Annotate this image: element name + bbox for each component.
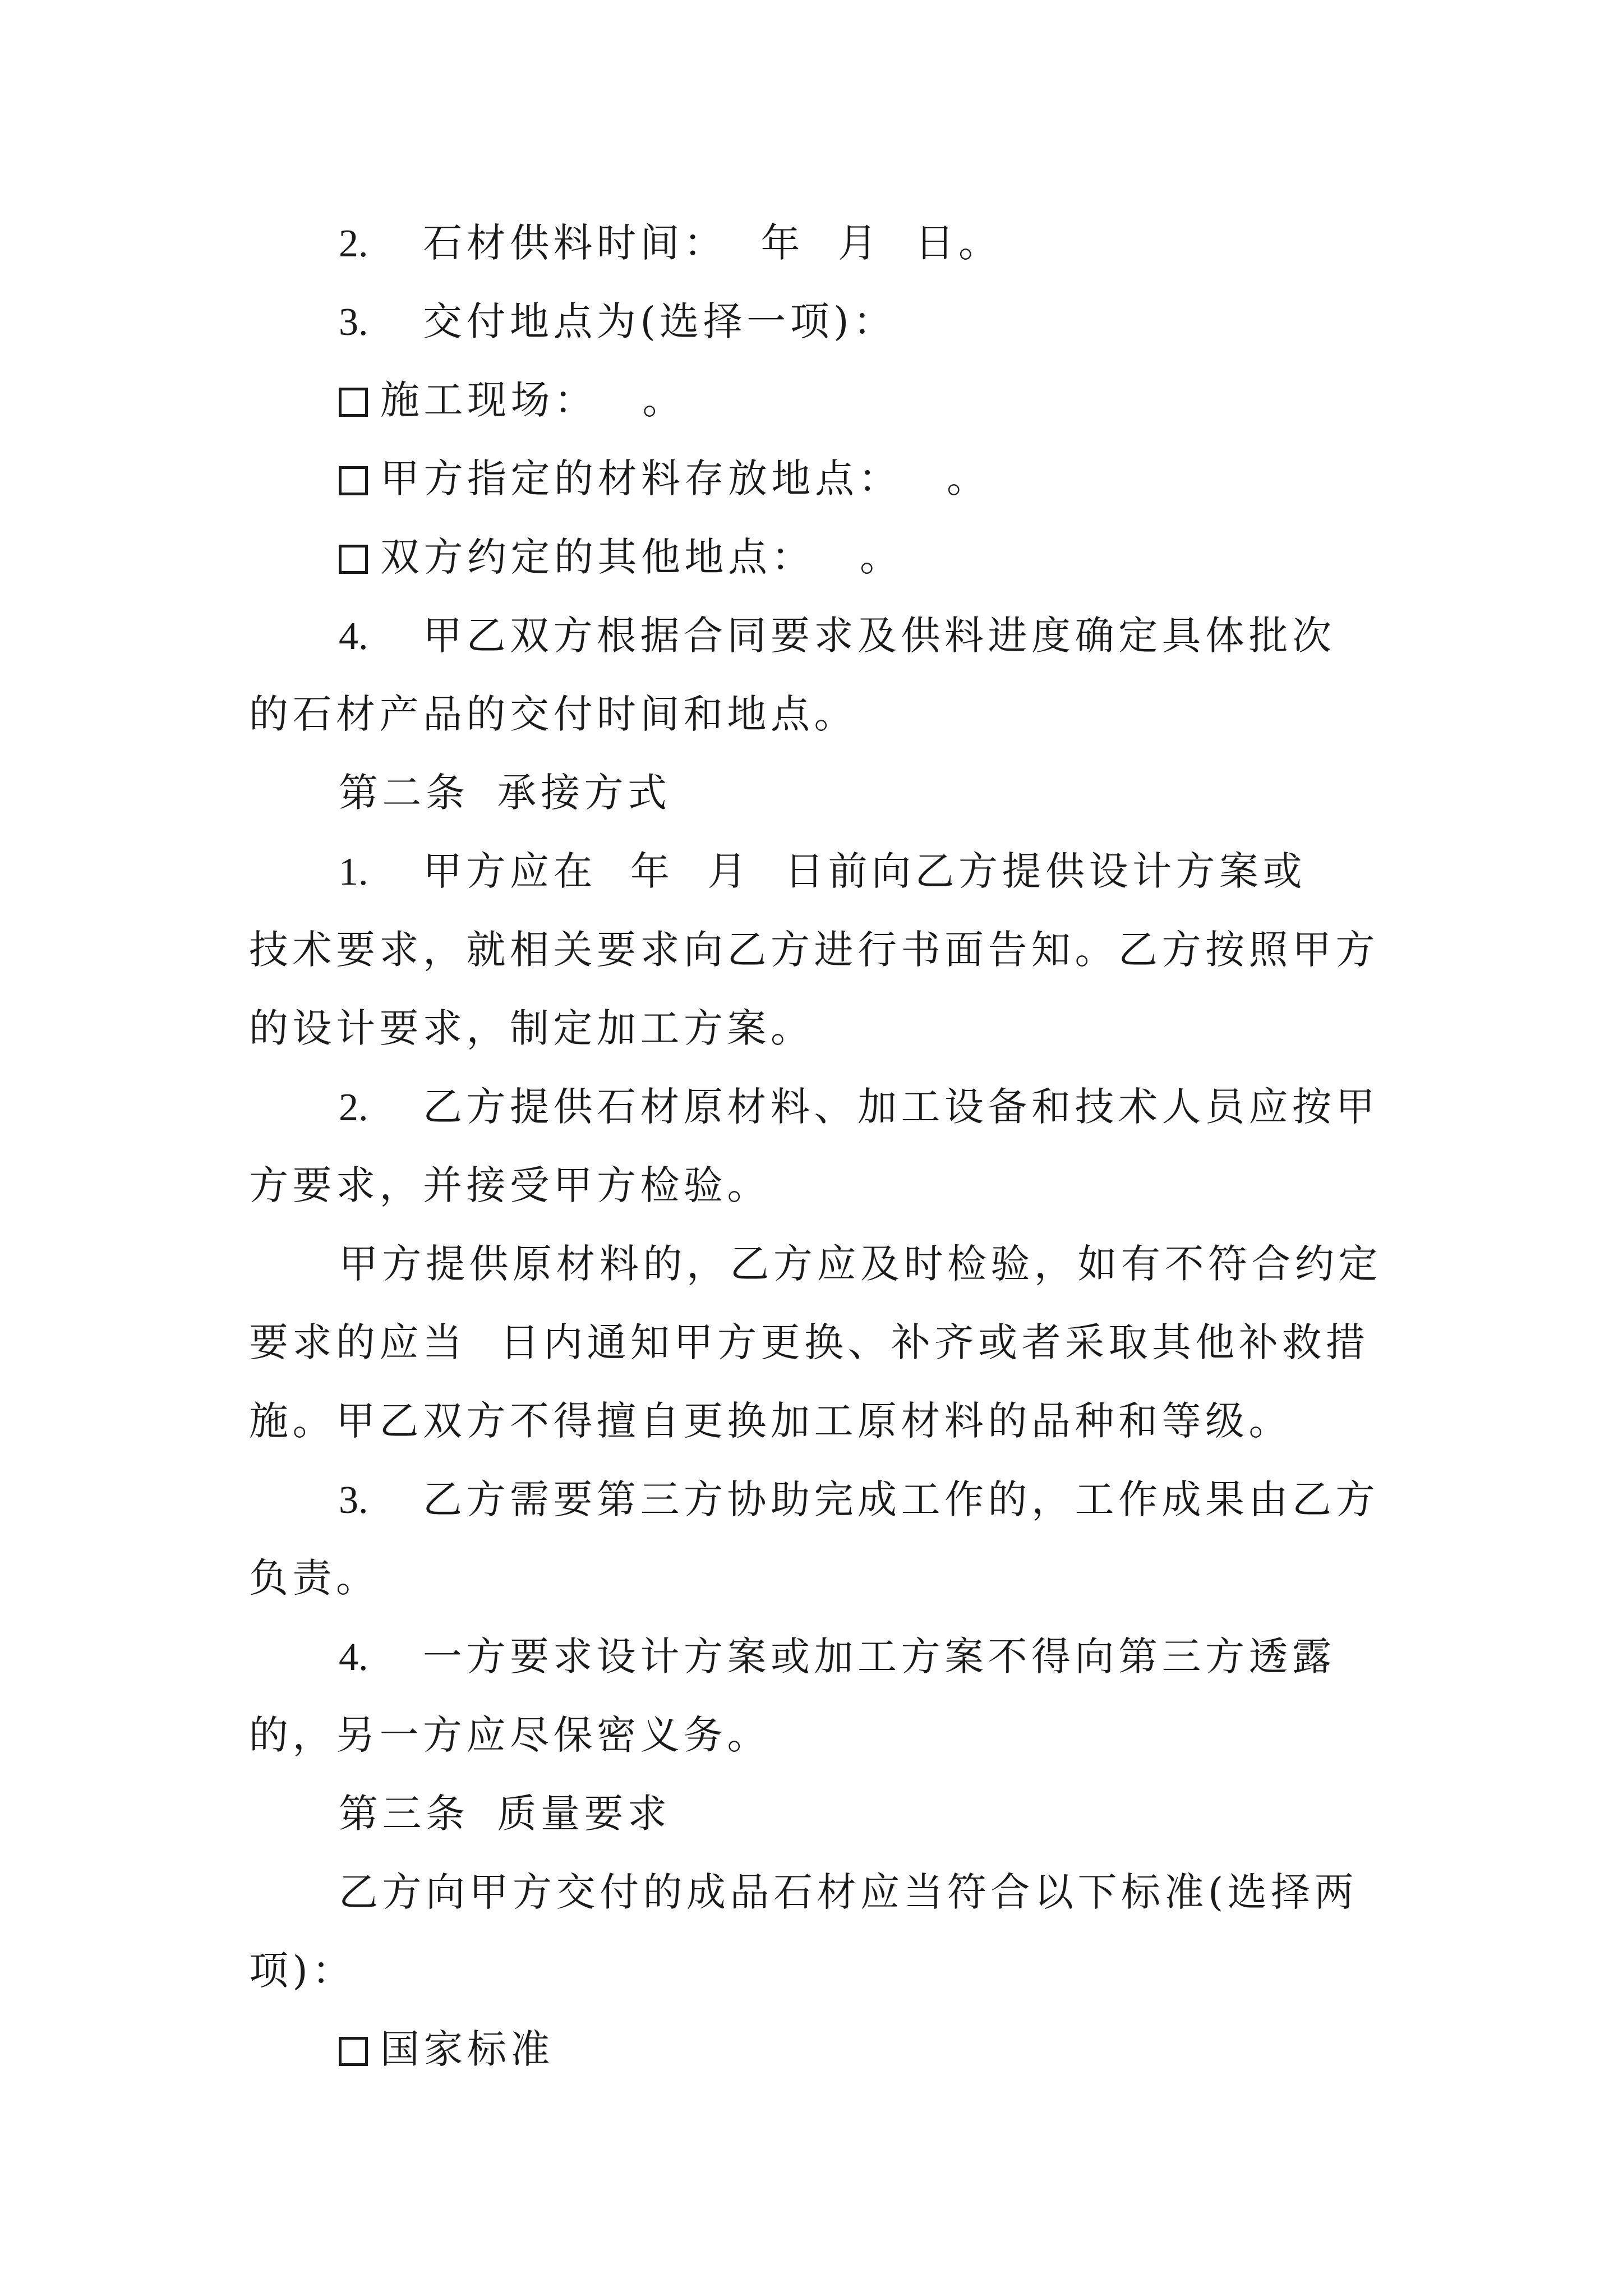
paragraph-text: 项)： — [249, 1948, 356, 1994]
paragraph-materials-inspection — [249, 1082, 1385, 1211]
paragraph-batch-delivery — [249, 610, 1385, 739]
item-number: 3. — [339, 301, 368, 344]
option-national-standard — [249, 2024, 1385, 2074]
paragraph-third-party — [249, 1474, 1385, 1603]
paragraph-line — [249, 1317, 1385, 1368]
option-label: 国家标准 — [380, 2026, 554, 2072]
paragraph-text: 日前向乙方提供设计方案或 — [785, 848, 1306, 894]
month-label: 月 — [838, 220, 882, 266]
paragraph-text: 甲方应在 — [423, 848, 597, 894]
option-end: 。 — [947, 455, 990, 501]
month-label: 月 — [707, 848, 751, 894]
day-label: 日。 — [915, 220, 1002, 266]
item-number: 2. — [339, 1086, 368, 1129]
item-number: 3. — [339, 1479, 368, 1522]
year-label: 年 — [630, 848, 674, 894]
option-end: 。 — [860, 534, 903, 580]
paragraph-text: 方要求，并接受甲方检验。 — [249, 1162, 771, 1208]
paragraph-line — [249, 689, 1385, 739]
option-label: 双方约定的其他地点： — [380, 534, 815, 580]
article-3-heading — [249, 1788, 1385, 1839]
paragraph-line — [249, 1003, 1385, 1053]
paragraph-line — [249, 1631, 1385, 1682]
paragraph-line — [249, 1867, 1385, 1917]
paragraph-text: 一方要求设计方案或加工方案不得向第三方透露 — [423, 1634, 1336, 1680]
paragraph-confidentiality — [249, 1631, 1385, 1760]
checkbox-icon — [339, 388, 368, 417]
paragraph-line — [249, 1710, 1385, 1760]
option-construction-site — [249, 375, 1385, 425]
paragraph-line — [249, 924, 1385, 975]
paragraph-text: 技术要求，就相关要求向乙方进行书面告知。乙方按照甲方 — [249, 927, 1379, 973]
paragraph-line — [249, 1474, 1385, 1525]
option-end: 。 — [642, 377, 686, 423]
delivery-location-label: 交付地点为(选择一项)： — [423, 298, 897, 344]
paragraph-text: 日内通知甲方更换、补齐或者采取其他补救措 — [500, 1319, 1370, 1365]
item-number: 2. — [339, 222, 368, 265]
paragraph-raw-material-check — [249, 1239, 1385, 1446]
paragraph-text: 的石材产品的交付时间和地点。 — [249, 691, 857, 737]
paragraph-text: 要求的应当 — [249, 1319, 467, 1365]
paragraph-text: 负责。 — [249, 1555, 380, 1601]
checkbox-icon — [339, 2037, 368, 2066]
paragraph-line — [249, 1082, 1385, 1132]
paragraph-design-provision — [249, 846, 1385, 1053]
paragraph-quality-standard — [249, 1867, 1385, 1996]
paragraph-line — [249, 1396, 1385, 1446]
checkbox-icon — [339, 466, 368, 495]
option-designated-storage — [249, 453, 1385, 504]
option-other-location — [249, 532, 1385, 582]
paragraph-line — [249, 846, 1385, 896]
paragraph-line — [249, 610, 1385, 661]
paragraph-text: 甲方提供原材料的，乙方应及时检验，如有不符合约定 — [339, 1241, 1382, 1287]
item-number: 4. — [339, 615, 368, 658]
paragraph-line — [249, 1553, 1385, 1603]
paragraph-text: 甲乙双方根据合同要求及供料进度确定具体批次 — [423, 613, 1336, 659]
paragraph-text: 乙方提供石材原材料、加工设备和技术人员应按甲 — [423, 1084, 1379, 1130]
article-title: 质量要求 — [497, 1791, 671, 1837]
article-number: 第二条 — [339, 770, 469, 816]
document-page — [249, 218, 1385, 2102]
option-label: 甲方指定的材料存放地点： — [380, 455, 902, 501]
supply-time-line — [249, 218, 1385, 268]
delivery-location-line — [249, 296, 1385, 347]
paragraph-text: 施。甲乙双方不得擅自更换加工原材料的品种和等级。 — [249, 1398, 1292, 1444]
paragraph-line — [249, 1239, 1385, 1289]
supply-time-label: 石材供料时间： — [423, 220, 727, 266]
article-2-heading — [249, 767, 1385, 818]
paragraph-text: 的设计要求，制定加工方案。 — [249, 1005, 814, 1051]
item-number: 4. — [339, 1636, 368, 1679]
item-number: 1. — [339, 850, 368, 894]
article-number: 第三条 — [339, 1791, 469, 1837]
option-label: 施工现场： — [380, 377, 598, 423]
paragraph-text: 乙方向甲方交付的成品石材应当符合以下标准(选择两 — [339, 1869, 1358, 1915]
year-label: 年 — [760, 220, 804, 266]
paragraph-line — [249, 1160, 1385, 1211]
checkbox-icon — [339, 545, 368, 574]
paragraph-text: 的，另一方应尽保密义务。 — [249, 1712, 771, 1758]
paragraph-line — [249, 1945, 1385, 1996]
paragraph-text: 乙方需要第三方协助完成工作的，工作成果由乙方 — [423, 1476, 1379, 1522]
article-title: 承接方式 — [497, 770, 671, 816]
